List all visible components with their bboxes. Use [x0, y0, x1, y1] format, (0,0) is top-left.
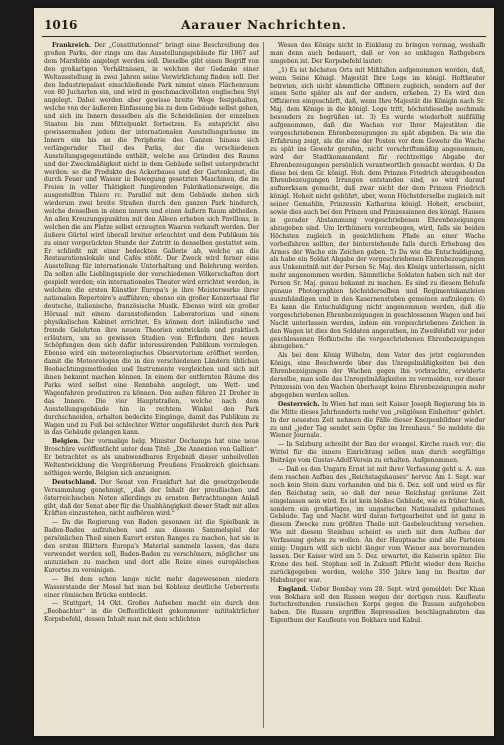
- paragraph-text: Der Senat von Frankfurt hat die gesetzgebende Versammlung genehmigt, „daß der Inhalt der preußischen und österreichischen Noten allerdings zu ernsten Betrachtungen Anlaß gibt, daß der Senat aber für die Unabhängigkeit dieser Stadt mit allen Kräften einzustehen, nicht aufhören wird.“: [44, 478, 259, 518]
- article-paragraph: [44, 576, 259, 600]
- paragraph-text: — Stuttgart, 14 Okt. Großes Aufsehen macht ein durch den „Beobachter“ in die Oeffentlichkeit gekommener mititaktrlicher Korpsbefehl, dessen Inhalt man mit dem schlichten: [44, 600, 259, 624]
- paragraph-text: — Da die Regierung von Baden gesonnen ist die Spielbank in Baden-Baden aufzuheben und aus diesem Sammelspiel der persönlichen Theil einen Kurort ersten Ranges zu machen, hat sie in den ersten Blättern Europa's Material sammeln lassen, das dazu verwendet werden soll, Baden-Baden zu verschönern, möglicher um anzuziehen zu machen und dort alle Reize eines europäischen Kurortes zu vereinigen.: [44, 519, 259, 574]
- paragraph-text: — Bei dem schon lange nicht mehr dagewesenen niedern Wasserstande der Mosel hat man bei Koblenz deutliche Ueberreste einer römischen Brücke entdeckt.: [44, 575, 259, 599]
- section-heading: England.: [278, 585, 308, 593]
- article-paragraph: [44, 479, 259, 519]
- paragraph-text: „1) Es ist höchsten Orts mit Mißfallen aufgenommen worden, daß, wenn Seine Königl. Majestät Ihre Loge im königl. Hoftheater betreten, sich nicht sämmtliche Offiziere zugleich, sondern auf der einen Seite später als auf der andern, erheben. 2) Es wird den Offizieren eingeschärft, daß, wenn Ihre Majestät die Königin nach Sr. Maj. dem Könige in die königl. Loge tritt, höchstdieselbe nochmals besonders zu begrüßen ist. 3) Es wurde wiederholt mißfällig aufgenommen, daß die Wachen vor Ihrer Majestäten die vorgeschriebenen Ehrenbezeugungen zu spät abgeben. Da wie die Erfahrung zeigt, als die eine der Posten vor dem Gewehr die Wache zu spät ins Gewehr gerufen, nicht vorschriftsmäßig angenommen, wird der Stadtkommandant für rechtzeitige Abgabe der Ehrenbezeugungen persönlich verantwortlich gemacht werden. 4) Da diese bei dem Gr. königl. Hoh. dem Prinzen Friedrich abzugebenden Ehrenbezeugungen Irrungen entstanden sind, so wird darauf aufmerksam gemacht, daß zwar nicht der dem Prinzen Friedrich königl. Hoheit nicht gebührt, aber, wenn Höchstderselbe zugleich mit seiner Gemahlin, Prinzessin Katharina königl. Hoheit, erscheint, sowie dies auch bei den Prinzen und Prinzessinnen des königl. Hauses in gerader Abstammung vorgeschriebenen Ehrenbezeigungen abzugeben sind. Um Irrthümern vorzubeugen, wird, falls sie beiden Höchsten zugleich in gesichtlichem Pfade an einer Wache vorbeifahren sollten, der hinterstehende falls durch Erhebung des Armes der Wache ein Zeichen geben. 5) Da wie die Entschuldigung, als habe ein Soldat Abgabe der vorgeschriebenen Ehrenbezeugungen aus Unkenntniß mit der Person Sr. Maj. des Königs unterlassen, nicht mehr angenommen werden. Sämmtliche Soldaten haben sich mit der Person Sr. Maj. genau bekannt zu machen. Es sind zu diesem Behufe genaue Photographien höchstderselben und Regimentskanzleien auszuhändigen und in den Kasernenstuben gemeinen aufzulegen. 6) Es kann die Entschuldigung nicht angenommen werden, daß die vorgeschriebenen Ehrenbezeigungen in geschlossenen Wagen und bei Nacht unterlassen werden, indem ein vorgeschriebenes Zeichen in den Wagen ist dies den Soldaten angerathen, im Zweifelsfall vor jeder geschlossenen Hofkutsche die vorgeschriebenen Ehrenbezeigungen abzugeben.“: [270, 66, 485, 351]
- paragraph-text: Wesen des Königs nicht in Einklang zu bringen vermag, weshalb man denn auch bedauert, daß er von so unklugen Rathgebern umgeben ist. Der Korpsbefehl lautet:: [270, 42, 485, 65]
- paragraph-text: — Daß es den Ungarn Ernst ist mit ihrer Verfassung geht u. A. aus dem raschen Aufbau des „Reichstagshauses“ hervor. Am 1. Sept. war noch kein Stein dazu vorhanden und bis 6. Dez. soll und wird es für den Reichstag sein, so daß der neue Reichstag geräume Zeit eingelassen sein wird. Es ist kein bloßes Gebäude, wie es früher hieß, sondern ein großartiges, im ungarischen Nationalstil gehaltenes Gebäude. Tag und Nacht wird daran fortgearbeitet und ist ganz in diesem Zwecke zum größten Theile mit Gasbeleuchtung versehen. Wie mit diesem Steinbau scheint es auch mit dem Aufbau der Verfassung gehen zu wollen. An der Hauptsache sind alle Parteien einig: Ungarn will sich nicht länger vom Wiener aus bevormunden lassen. Der Kaiser wird am 5. Dez. erwartet, die Kaiserin später. Die Krone des heil. Stephan soll in Zukunft Pflicht wieder dem Reiche zurückgegeben werden, welche 350 Jahre lang im Besitze der Habsburger war.: [270, 466, 485, 584]
- article-paragraph: [270, 466, 485, 585]
- column-divider: [263, 42, 264, 728]
- article-paragraph: [270, 352, 485, 399]
- article-paragraph: [270, 401, 485, 441]
- newspaper-title: Aarauer Nachrichten.: [181, 18, 347, 32]
- header-rule: [42, 36, 486, 37]
- section-heading: Oesterreich.: [278, 400, 320, 408]
- page-number: 1016: [44, 18, 78, 32]
- paragraph-text: In Wien hat man seit Kaiser Joseph Regierung bis in die Mitte dieses Jahrhunderts mehr von „religiösen Einheiten“ gehört. In der neuesten Zeit nehmen die Fälle dieser Kneipenbildner wieder zu und „jeder Tag sendet sein Opfer ins Irrenhaus.“ So meldete die Wiener Journale.: [270, 400, 485, 440]
- paragraph-text: Ueber Bombay vom 28. Sept. wird gemeldet: Der Khan von Bokhara soll den Russen wegen der dortigen russ. Kaufleute fortschreitenden russischen Korps gegen die Russen aufgehoben haben. Die Russen ergriffen Repressalien beschlagnahmten das Eigenthum der Kaufleute von Bokhara und Kabul.: [270, 585, 485, 625]
- paragraph-text: Der vormalige belg. Minister Dechamps hat eine neue Broschüre veröffentlicht unter dem Titel: „Die Annexion von Gallien“. Er betrachtet es als unabwendbares Ergebniß dieser unheilvollen Weltentwicklung die Vergrößerung Preußens Frankreich gleichsam nöthigen werde, Belgien sich anzueignen.: [44, 438, 259, 477]
- article-paragraph: [270, 586, 485, 626]
- article-paragraph: [270, 441, 485, 465]
- section-heading: Belgien.: [52, 438, 80, 446]
- paragraph-text: — In Salzburg schreibt der Bau der evangel. Kirche rasch vor; die Wittel für die innere Einrichtung sollen man durch sorgfältige Beiträge vom Gustav-Adolf-Verein zu erhalten. Aufgenommen.: [270, 441, 485, 465]
- newspaper-page: [34, 8, 494, 736]
- article-paragraph: [44, 42, 259, 437]
- article-paragraph: [44, 519, 259, 574]
- article-paragraph: [44, 600, 259, 624]
- section-heading: Frankreich.: [52, 42, 92, 49]
- left-column: [44, 42, 259, 728]
- paragraph-text: Der „Constitutionnel“ bringt eine Beschreibung des großen Parks, der rings um das Ausstellungsgebäude für 1867 auf dem Marsfelde angelegt werden soll. Dieselbe gibt einen Begriff von den großartigen Verhältnissen, in welchen der Gedanke einer Weltausstellung in zwei Jahren seine Verwirklichung finden soll. Der den Industriepalast einschließende Park nimmt einen Flächenraum von 80 Jucharten ein, und wird in geschmackvollsten englischen Styl angelegt. Dabei werden aber gewisse breite Wege festgehalten, welche von der äußeren Einfassung bis zu dem Gebäude selbst gehen, und sich im Innern desselben als die Scheidelinien der einzelnen Staaten bis zum Mittelpunkt fortsetzen. Es entspricht also gewissermaßen jedem der internationalen Ausstellungsräume im Innern ein bis an die Peripherie des Ganzen hinaus sich verlängernder Theil des Parks, der die verschiedenen Ausstellungsgegenstände enthält, welche aus Gründen des Raums und der Zweckmäßigkeit nicht in dem Gebäude selbst untergebracht werden: so die Produkte des Ackerbaues und der Gartenkunst, die durch Feuer und Wasser in Bewegung gesetzten Maschinen, die im Freien in voller Thätigkeit fungirenden Fabrikationszweige, die ausgestellten Thiere rc. Parallel mit dem Gebäude ziehen sich wiederum zwei breite Straßen durch den ganzen Park hindurch, welche denselben in einen innern und einen äußern Raum abtheilen. An allen Kreuzungspunkten mit den Alleen erheben sich Pavillons, in welchen die am Platze selbst erzeugten Waaren verkauft werden. Der äußere Gürtel wird überall breiter erleuchtet und dem Publikum bis zu einer vorgerückten Stunde der Zutritt in denselben gestattet sein. Er schließt mit einer bedeckten Gallerie ab, welche an die Restaurationslokale und Cafés stößt. Der Zweck wird ferner eine Ausstellung für internationale Unterhaltung und Belehrung werden. Da sollen alle Lieblingsspiele der verschiedenen Völkerschaften dort gespielt werden; ein internationales Theater wird errichtet werden, in welchem die ersten Künstler Europa's je ihre Meisterwerke ihrer nationalen Repertoire's aufführen; ebenso ein großer Konzertsaal für deutsche, italienische, französische Musik. Ebenso wird ein großer Hörsaal mit einem daranstoßenden Laboratorium und einem physikalischen Kabinet errichtet. Es können dort inländische und fremde Gelehrten ihre neuen Theorien entwickeln und praktisch erläutern, um so gewissen Studien von Erfindern ihre neuen Schöpfungen dem sich dafür interessirenden Publikum vorzulegen. Ebenso wird ein meteorologisches Observatorium eröffnet werden, damit die Meteorologen die in den verschiedenen Ländern üblichen Beobachtungsmethoden und Instrumente vergleichen und sich mit ihnen bekannt machen können. In einem der entfernten Räume des Parks wird selbst eine Rennbahn angelegt, um Wett- und Wagenfahren produziren zu können. Den außen führen 21 Dreher in das Innere. Die vier Hauptstraßen, welche nach dem Ausstellungsgebäude hin in rechtem Winkel den Park durchschneiden, erhalten bedeckte Eingänge, damit das Publikum zu Wagen und zu Fuß bei schlechter Witter ungefährdet durch den Park in das Gebäude gelangen kann.: [44, 42, 259, 437]
- article-paragraph: [270, 42, 485, 66]
- paragraph-text: Als bei dem König Wilhelm, dem Vater des jetzt regierenden Königs, eine Beschwerde über das Unregelmäßigkeiten bei den Ehrenbezeigungen der Wachen gegen ihn vorbrachte, erwiderte derselbe, man solle das Unregelmäßigkeiten zu vermeiden, vor dieser Prinzessin von den Wachen überhaupt keine Ehrenbezeigungen mehr abgegeben werden sollen.: [270, 352, 485, 399]
- article-paragraph: [270, 67, 485, 352]
- article-paragraph: [44, 438, 259, 478]
- right-column: [270, 42, 485, 728]
- section-heading: Deutschland.: [52, 478, 97, 486]
- page-header: [44, 18, 484, 34]
